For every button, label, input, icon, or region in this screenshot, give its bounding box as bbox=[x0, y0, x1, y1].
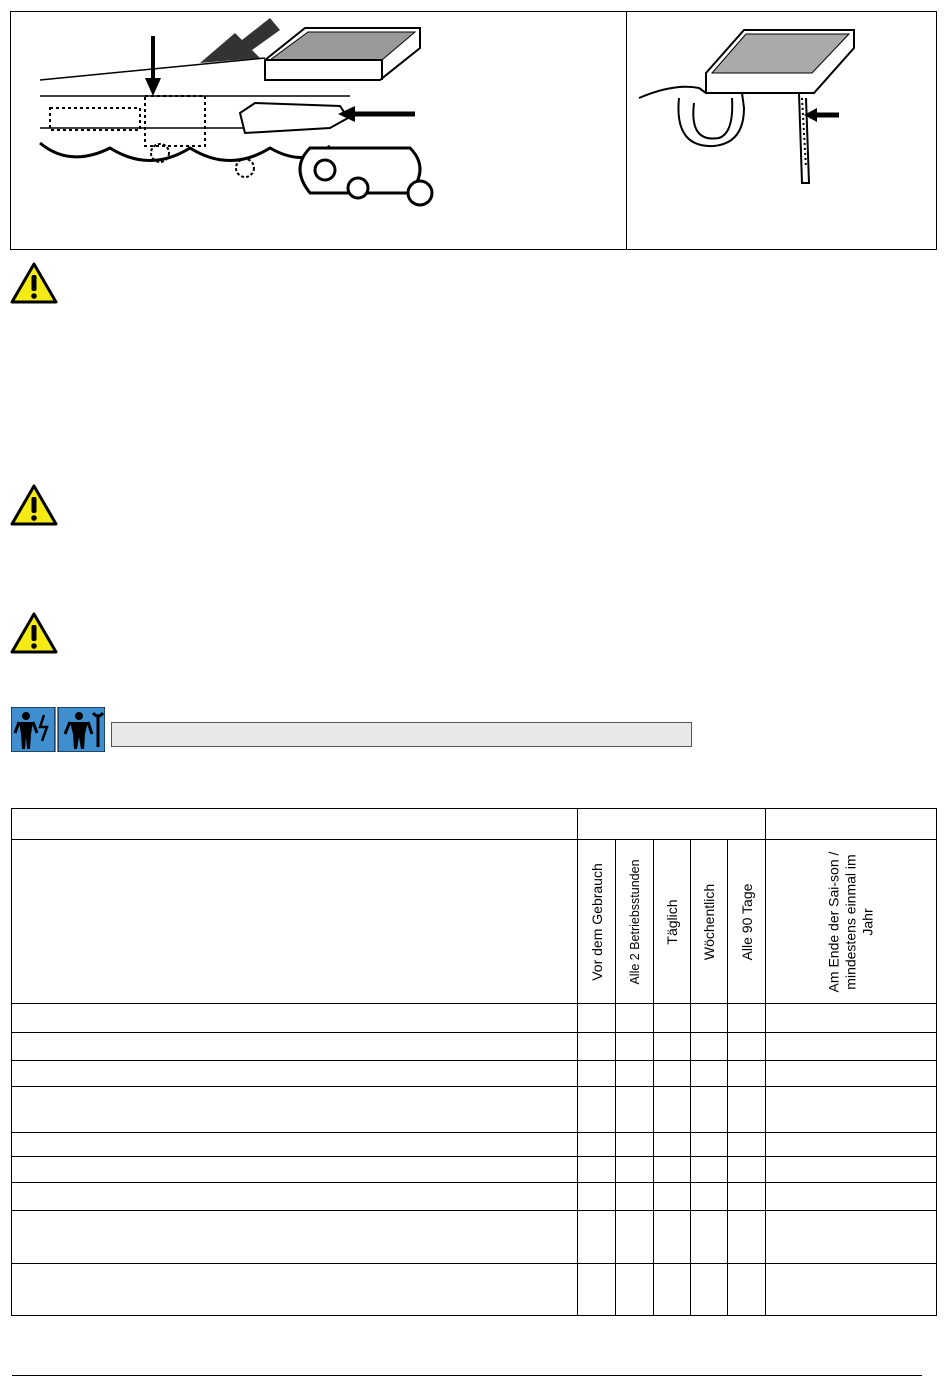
warning-triangle-icon bbox=[10, 484, 58, 526]
table-row bbox=[12, 1033, 937, 1061]
header-cell bbox=[12, 809, 578, 840]
header-every-90-days bbox=[728, 840, 766, 1004]
header-end-of-season bbox=[766, 840, 937, 1004]
table-row bbox=[12, 1211, 937, 1264]
season-group-header bbox=[766, 809, 937, 840]
header-label: Am Ende der Sai-son / mindestens einmal im Jahr bbox=[825, 851, 876, 992]
table-row bbox=[12, 1004, 937, 1033]
header-label: Vor dem Gebrauch bbox=[588, 862, 605, 981]
interval-group-header bbox=[578, 809, 766, 840]
table-row bbox=[12, 1087, 937, 1133]
header-label: Alle 2 Betriebsstunden bbox=[627, 858, 642, 985]
direction-arrow-icon bbox=[200, 18, 280, 63]
header-daily bbox=[654, 840, 691, 1004]
down-arrow-icon bbox=[145, 36, 161, 96]
section-heading-bar bbox=[111, 722, 692, 747]
table-row bbox=[12, 1264, 937, 1316]
table-header-row bbox=[12, 840, 937, 1004]
footer-rule bbox=[12, 1375, 922, 1376]
header-every-2-hours bbox=[616, 840, 654, 1004]
left-arrow-icon bbox=[338, 106, 415, 122]
header-label: Täglich bbox=[664, 898, 680, 945]
maintenance-schedule-table bbox=[11, 808, 937, 1316]
table-group-header-row bbox=[12, 809, 937, 840]
left-arrow-icon bbox=[804, 108, 839, 122]
table-row bbox=[12, 1183, 937, 1211]
header-weekly bbox=[691, 840, 728, 1004]
warning-triangle-icon bbox=[10, 262, 58, 304]
header-label: Wöchentlich bbox=[701, 883, 717, 960]
table-row bbox=[12, 1133, 937, 1157]
file-block bbox=[265, 28, 420, 80]
warning-triangle-icon bbox=[10, 612, 58, 654]
header-before-use bbox=[578, 840, 616, 1004]
chain-depth-gauge-illustration bbox=[30, 18, 450, 243]
task-header-cell bbox=[12, 840, 578, 1004]
figure-divider bbox=[626, 11, 627, 250]
electric-mechanic-icon bbox=[11, 707, 105, 752]
header-label: Alle 90 Tage bbox=[738, 883, 755, 960]
table-row bbox=[12, 1061, 937, 1087]
gauge-detail-illustration bbox=[634, 18, 934, 243]
table-row bbox=[12, 1157, 937, 1183]
